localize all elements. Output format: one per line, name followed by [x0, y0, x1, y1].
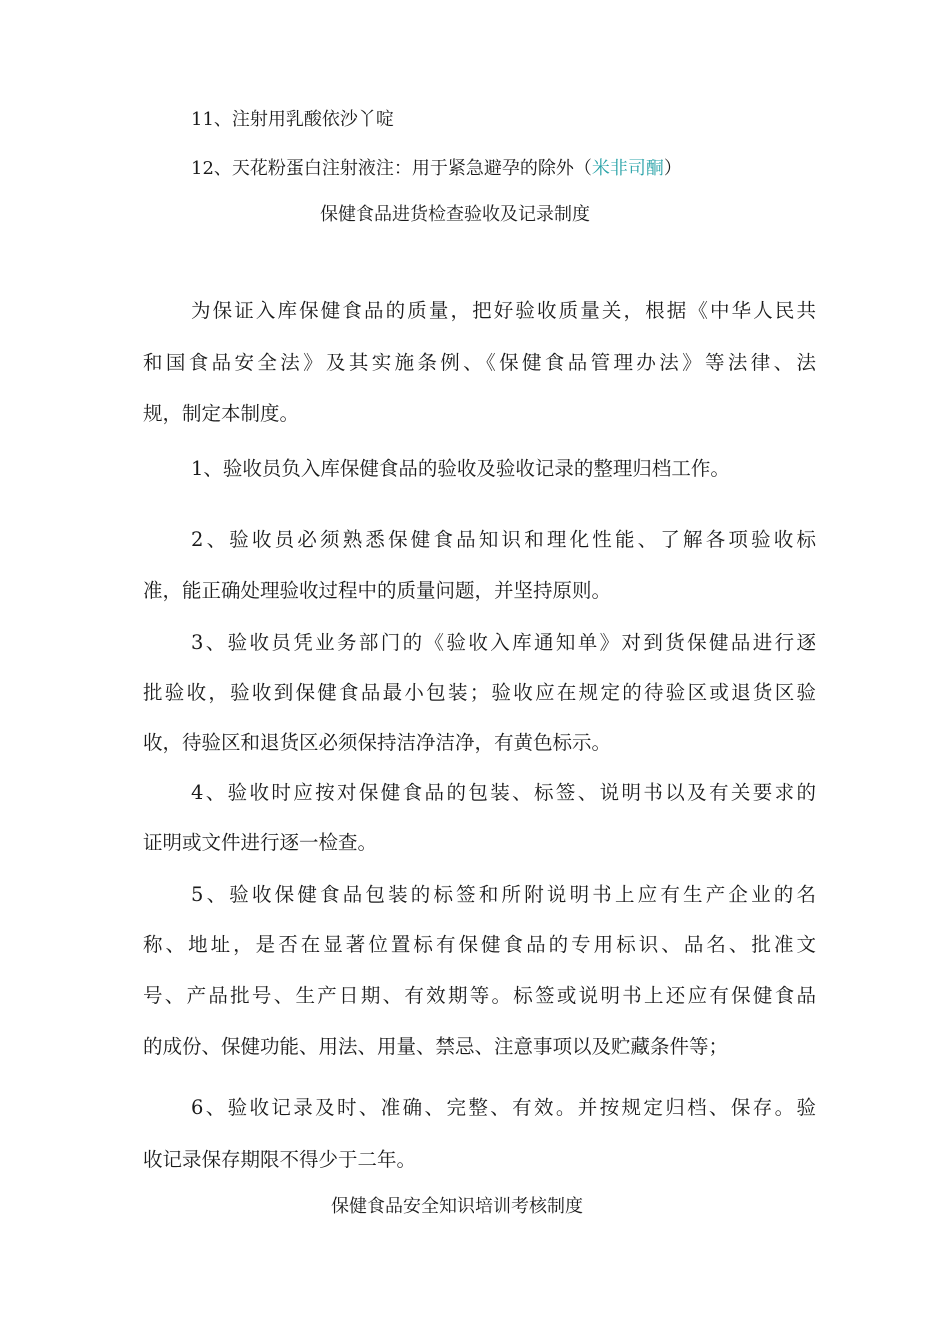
intro-line-2: 和国食品安全法》及其实施条例、《保健食品管理办法》等法律、法	[143, 351, 816, 374]
mifepristone-link[interactable]: 米非司酮	[591, 158, 664, 179]
clause-5-line-3: 号、产品批号、生产日期、有效期等。标签或说明书上还应有保健食品	[143, 984, 816, 1007]
clause-4-line-1: 4、验收时应按对保健食品的包装、标签、说明书以及有关要求的	[191, 781, 816, 804]
list-item-12-suffix: ）	[663, 158, 682, 179]
clause-6-line-1: 6、验收记录及时、准确、完整、有效。并按规定归档、保存。验	[191, 1096, 816, 1119]
clause-1-line-1: 1、验收员负入库保健食品的验收及验收记录的整理归档工作。	[191, 457, 730, 480]
intro-line-1: 为保证入库保健食品的质量，把好验收质量关，根据《中华人民共	[191, 299, 816, 322]
clause-3-line-3: 收，待验区和退货区必须保持洁净洁净，有黄色标示。	[143, 731, 612, 754]
clause-3-line-2: 批验收，验收到保健食品最小包装；验收应在规定的待验区或退货区验	[143, 681, 816, 704]
list-item-12	[191, 157, 682, 181]
clause-6-line-2: 收记录保存期限不得少于二年。	[143, 1148, 417, 1171]
clause-3-line-1: 3、验收员凭业务部门的《验收入库通知单》对到货保健品进行逐	[191, 631, 816, 654]
list-item-11: 11、注射用乳酸依沙丫啶	[191, 109, 394, 130]
clause-5-line-1: 5、验收保健食品包装的标签和所附说明书上应有生产企业的名	[191, 883, 816, 906]
section-title-training: 保健食品安全知识培训考核制度	[331, 1196, 583, 1217]
clause-5-line-4: 的成份、保健功能、用法、用量、禁忌、注意事项以及贮藏条件等；	[143, 1035, 729, 1058]
list-item-12-text: 12、天花粉蛋白注射液注：用于紧急避孕的除外（	[191, 158, 592, 179]
section-title-inspection: 保健食品进货检查验收及记录制度	[320, 204, 590, 225]
clause-2-line-2: 准，能正确处理验收过程中的质量问题，并坚持原则。	[143, 579, 612, 602]
clause-5-line-2: 称、地址，是否在显著位置标有保健食品的专用标识、品名、批准文	[143, 933, 816, 956]
clause-2-line-1: 2、验收员必须熟悉保健食品知识和理化性能、了解各项验收标	[191, 528, 816, 551]
clause-4-line-2: 证明或文件进行逐一检查。	[143, 831, 378, 854]
intro-line-3: 规，制定本制度。	[143, 402, 300, 425]
